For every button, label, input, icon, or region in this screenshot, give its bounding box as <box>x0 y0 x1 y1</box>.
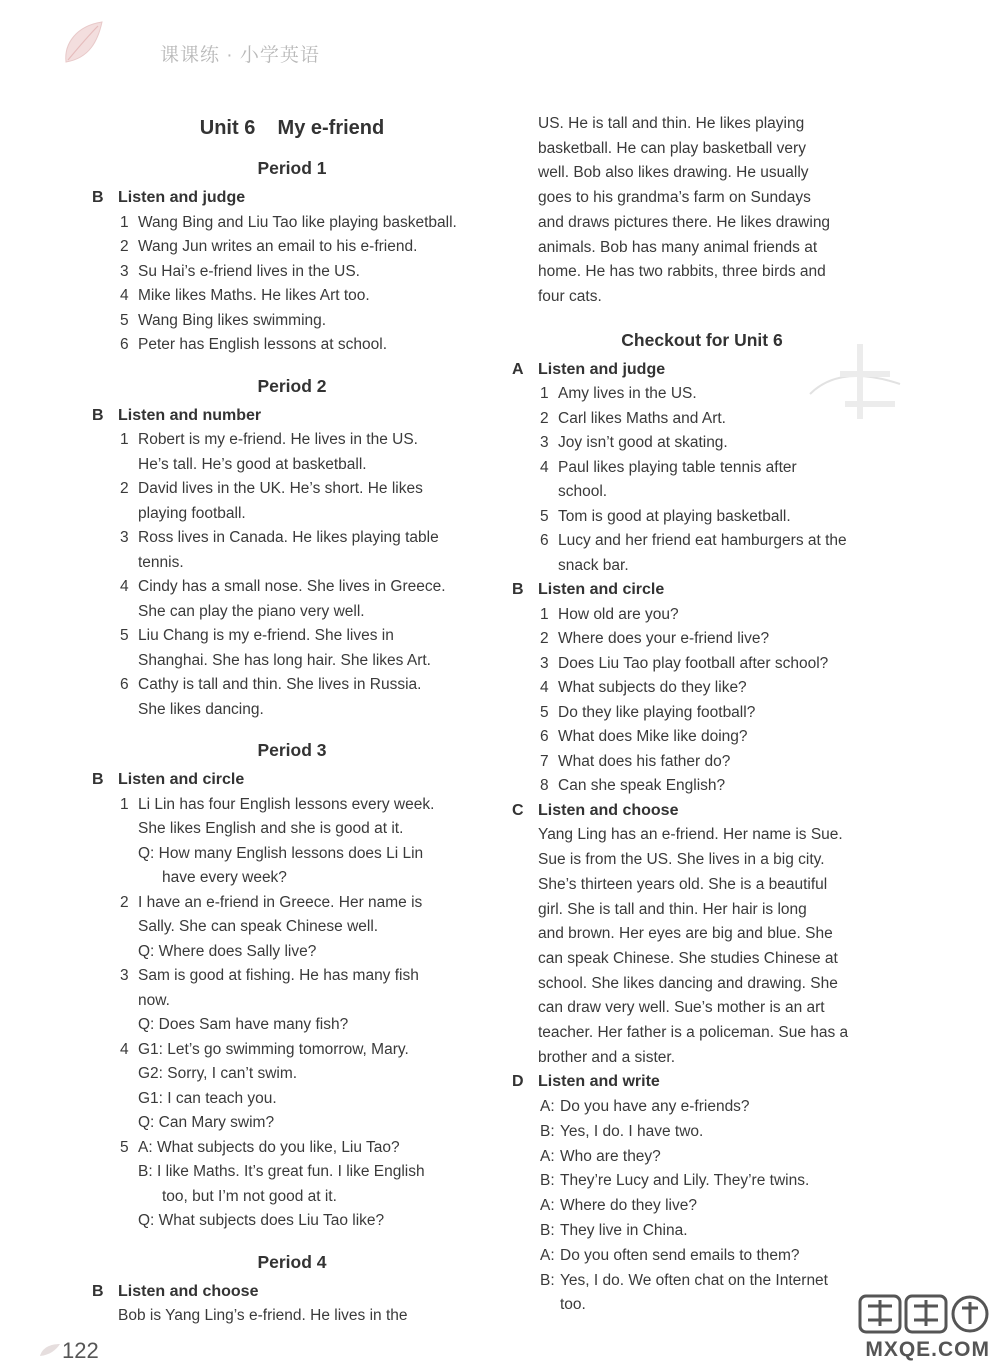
list-item: 5 Do they like playing football? <box>540 703 756 721</box>
list-item: 4 What subjects do they like? <box>540 679 747 697</box>
list-item-continuation: She likes dancing. <box>138 700 264 718</box>
list-item-continuation: snack bar. <box>558 556 629 574</box>
list-item: 4 Mike likes Maths. He likes Art too. <box>120 287 370 305</box>
list-item: 2 David lives in the UK. He’s short. He likes <box>120 480 423 498</box>
list-item: 5 Liu Chang is my e-friend. She lives in <box>120 627 394 645</box>
paragraph-line: Yang Ling has an e-friend. Her name is Sue. <box>538 826 843 844</box>
book-series-title: 课课练 · 小学英语 <box>160 45 320 66</box>
checkout-d-head: D Listen and write <box>512 1073 660 1091</box>
page-leaf-icon <box>38 1342 62 1358</box>
paragraph-line: She’s thirteen years old. She is a beautiful <box>538 875 828 893</box>
paragraph-line: well. Bob also likes drawing. He usually <box>538 164 809 182</box>
dialog-line: G2: Sorry, I can’t swim. <box>138 1065 298 1083</box>
list-item: 8 Can she speak English? <box>540 777 726 795</box>
list-item-continuation: Shanghai. She has long hair. She likes Art. <box>138 651 431 669</box>
paragraph-line: Bob is Yang Ling’s e-friend. He lives in the <box>118 1307 408 1325</box>
list-item: 3 Ross lives in Canada. He likes playing table <box>120 529 439 547</box>
paragraph-line: basketball. He can play basketball very <box>538 139 806 157</box>
dialog-line: B: Yes, I do. We often chat on the Internet <box>540 1271 828 1289</box>
period-2-section-head: B Listen and number <box>92 406 262 424</box>
list-item: 1 Li Lin has four English lessons every week. <box>120 795 435 813</box>
paragraph-line: can speak Chinese. She studies Chinese at <box>538 949 838 967</box>
paragraph-line: home. He has two rabbits, three birds and <box>538 263 826 281</box>
unit-title: Unit 6 My e-friend <box>199 117 385 139</box>
period-4-title: Period 4 <box>257 1251 327 1272</box>
checkout-c-head: C Listen and choose <box>512 801 679 819</box>
checkout-title: Checkout for Unit 6 <box>621 329 783 350</box>
paragraph-line: goes to his grandma’s farm on Sundays <box>538 189 811 207</box>
list-item: 6 Lucy and her friend eat hamburgers at the <box>540 532 847 550</box>
leaf-decoration-icon <box>62 18 108 68</box>
paragraph-line: girl. She is tall and thin. Her hair is long <box>538 900 807 918</box>
paragraph-line: school. She likes dancing and drawing. She <box>538 974 838 992</box>
dialog-line: G1: I can teach you. <box>138 1089 277 1107</box>
period-3-title: Period 3 <box>257 740 327 761</box>
question-line: have every week? <box>162 869 287 887</box>
list-item-continuation: She likes English and she is good at it. <box>138 820 404 838</box>
list-item-continuation: tennis. <box>138 553 184 571</box>
question-line: Q: How many English lessons does Li Lin <box>138 844 424 862</box>
list-item: 1 Robert is my e-friend. He lives in the US. <box>120 431 418 449</box>
period-4-section-head: B Listen and choose <box>92 1282 259 1300</box>
list-item-continuation: now. <box>138 991 170 1009</box>
list-item: 2 Carl likes Maths and Art. <box>540 409 726 427</box>
dialog-line: A: Do you have any e-friends? <box>540 1098 750 1116</box>
period-1-title: Period 1 <box>257 158 327 178</box>
list-item: 1 How old are you? <box>540 605 679 623</box>
list-item-continuation: playing football. <box>138 504 246 522</box>
list-item-continuation: She can play the piano very well. <box>138 602 365 620</box>
dialog-line: too, but I’m not good at it. <box>162 1187 337 1205</box>
list-item: 2 Wang Jun writes an email to his e-friend. <box>120 238 418 256</box>
paragraph-line: Sue is from the US. She lives in a big city. <box>538 851 825 869</box>
question-line: Q: Can Mary swim? <box>138 1114 275 1132</box>
checkout-a-head: A Listen and judge <box>512 360 666 378</box>
list-item: 4 G1: Let’s go swimming tomorrow, Mary. <box>120 1040 409 1058</box>
question-line: Q: Does Sam have many fish? <box>138 1016 349 1034</box>
checkout-b-head: B Listen and circle <box>512 581 665 599</box>
question-line: Q: What subjects does Liu Tao like? <box>138 1212 385 1230</box>
list-item: 6 Peter has English lessons at school. <box>120 336 387 354</box>
paragraph-line: brother and a sister. <box>538 1048 675 1066</box>
list-item: 6 What does Mike like doing? <box>540 728 748 746</box>
dialog-line: A: Who are they? <box>540 1147 661 1165</box>
period-1-section-head: B Listen and judge <box>92 189 246 206</box>
paragraph-line: US. He is tall and thin. He likes playing <box>538 115 805 132</box>
list-item: 7 What does his father do? <box>540 752 731 770</box>
question-line: Q: Where does Sally live? <box>138 942 317 960</box>
period-2-title: Period 2 <box>257 375 327 396</box>
dialog-line: B: They live in China. <box>540 1222 688 1240</box>
list-item-continuation: Sally. She can speak Chinese well. <box>138 918 379 936</box>
list-item: 6 Cathy is tall and thin. She lives in Russia. <box>120 676 422 694</box>
watermark-text: MXQE.COM <box>865 1338 990 1361</box>
list-item: 2 I have an e-friend in Greece. Her name is <box>120 893 423 911</box>
dialog-line: too. <box>560 1296 586 1314</box>
list-item: 3 Su Hai’s e-friend lives in the US. <box>120 262 360 280</box>
paragraph-line: can draw very well. Sue’s mother is an art <box>538 999 825 1017</box>
page-header <box>0 0 1000 90</box>
right-column <box>512 112 892 1318</box>
list-item: 5 A: What subjects do you like, Liu Tao? <box>120 1138 400 1156</box>
list-item: 3 Sam is good at fishing. He has many fish <box>120 967 419 985</box>
paragraph-line: teacher. Her father is a policeman. Sue has a <box>538 1024 849 1042</box>
list-item: 3 Does Liu Tao play football after school? <box>540 654 829 672</box>
paragraph-line: and draws pictures there. He likes drawing <box>538 213 831 231</box>
list-item: 1 Amy lives in the US. <box>540 385 697 403</box>
paragraph-line: animals. Bob has many animal friends at <box>538 238 818 256</box>
list-item: 4 Cindy has a small nose. She lives in Greece. <box>120 578 446 596</box>
left-column <box>92 112 492 1329</box>
dialog-line: A: Where do they live? <box>540 1197 697 1215</box>
page-number: 122 <box>38 1338 99 1364</box>
dialog-line: B: Yes, I do. I have two. <box>540 1122 704 1140</box>
list-item-continuation: He’s tall. He’s good at basketball. <box>138 455 367 473</box>
list-item: 1 Wang Bing and Liu Tao like playing basketball. <box>120 213 457 231</box>
list-item: 3 Joy isn’t good at skating. <box>540 434 728 452</box>
dialog-line: B: They’re Lucy and Lily. They’re twins. <box>540 1172 810 1190</box>
list-item: 4 Paul likes playing table tennis after <box>540 458 797 476</box>
dialog-line: B: I like Maths. It’s great fun. I like English <box>138 1163 425 1181</box>
list-item: 5 Wang Bing likes swimming. <box>120 311 327 329</box>
dialog-line: A: Do you often send emails to them? <box>540 1246 800 1264</box>
list-item: 5 Tom is good at playing basketball. <box>540 507 791 525</box>
list-item: 2 Where does your e-friend live? <box>540 630 770 648</box>
list-item-continuation: school. <box>558 483 608 501</box>
paragraph-line: and brown. Her eyes are big and blue. She <box>538 925 833 943</box>
period-3-section-head: B Listen and circle <box>92 771 245 789</box>
paragraph-line: four cats. <box>538 287 602 305</box>
